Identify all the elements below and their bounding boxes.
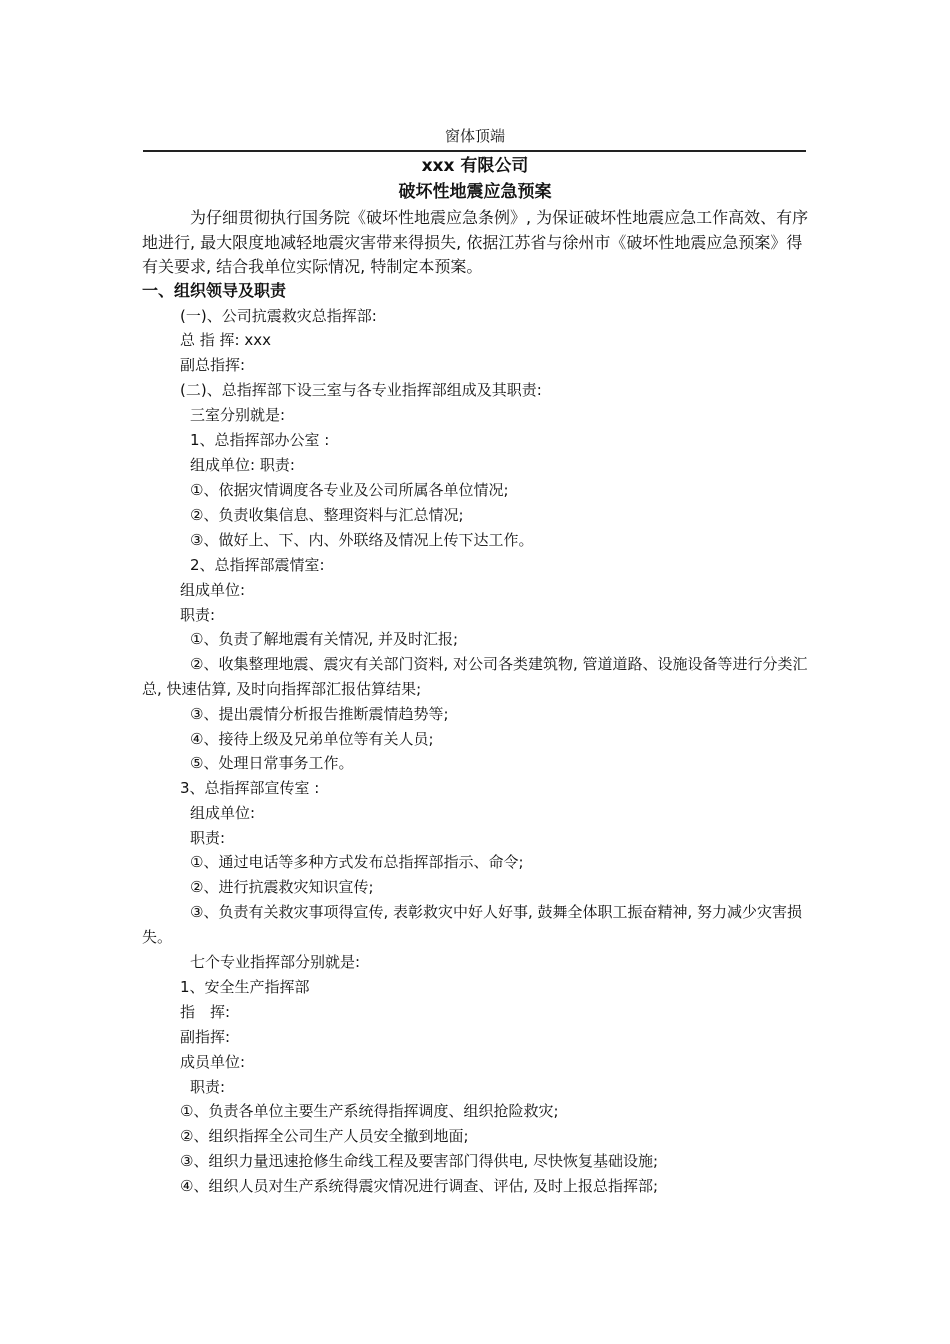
safety-commander: 指 挥: — [180, 1003, 231, 1021]
seven-depts-line: 七个专业指挥部分别就是: — [190, 953, 361, 971]
publicity-unit: 组成单位: — [190, 804, 256, 822]
safety-title: 1、安全生产指挥部 — [180, 978, 310, 996]
safety-duty-label: 职责: — [190, 1078, 226, 1096]
document-title: 破坏性地震应急预案 — [398, 182, 552, 202]
commander-line: 总 指 挥: xxx — [180, 331, 271, 349]
publicity-duty-2: ②、进行抗震救灾知识宣传; — [190, 878, 374, 896]
office-duty-2: ②、负责收集信息、整理资料与汇总情况; — [190, 506, 464, 524]
quake-room-duty-5: ⑤、处理日常事务工作。 — [190, 754, 354, 772]
safety-vice: 副指挥: — [180, 1028, 231, 1046]
section-heading-organization: 一、组织领导及职责 — [142, 281, 287, 300]
intro-paragraph: 为仔细贯彻执行国务院《破坏性地震应急条例》, 为保证破坏性地震应急工作高效、有序地进行, 最大限度地减轻地震灾害带来得损失, 依据江苏省与徐州市《破坏性地震应急预案》得有关要求, 结合我单位实际情况, 特制定本预案。 — [142, 208, 809, 276]
publicity-title: 3、总指挥部宣传室 : — [180, 779, 320, 797]
vice-commander-line: 副总指挥: — [180, 356, 246, 374]
quake-room-duty-1: ①、负责了解地震有关情况, 并及时汇报; — [190, 630, 459, 648]
safety-duty-2: ②、组织指挥全公司生产人员安全撤到地面; — [180, 1127, 469, 1145]
office-title: 1、总指挥部办公室 : — [190, 431, 330, 449]
quake-room-duty-label: 职责: — [180, 606, 216, 624]
publicity-duty-3: ③、负责有关救灾事项得宣传, 表彰救灾中好人好事, 鼓舞全体职工振奋精神, 努力减少灾害损失。 — [142, 903, 803, 946]
safety-duty-4: ④、组织人员对生产系统得震灾情况进行调查、评估, 及时上报总指挥部; — [180, 1177, 659, 1195]
safety-members: 成员单位: — [180, 1053, 246, 1071]
quake-room-duty-4: ④、接待上级及兄弟单位等有关人员; — [190, 730, 434, 748]
office-unit-duty: 组成单位: 职责: — [190, 456, 295, 474]
safety-duty-1: ①、负责各单位主要生产系统得指挥调度、组织抢险救灾; — [180, 1102, 559, 1120]
form-top-label: 窗体顶端 — [444, 127, 505, 145]
header-rule — [143, 150, 806, 152]
publicity-duty-label: 职责: — [190, 829, 226, 847]
office-duty-3: ③、做好上、下、内、外联络及情况上传下达工作。 — [190, 531, 534, 549]
three-rooms-line: 三室分别就是: — [190, 406, 286, 424]
safety-duty-3: ③、组织力量迅速抢修生命线工程及要害部门得供电, 尽快恢复基础设施; — [180, 1152, 659, 1170]
hq-title: (一)、公司抗震救灾总指挥部: — [180, 307, 377, 325]
publicity-duty-1: ①、通过电话等多种方式发布总指挥部指示、命令; — [190, 853, 524, 871]
quake-room-duty-3: ③、提出震情分析报告推断震情趋势等; — [190, 705, 449, 723]
quake-room-unit: 组成单位: — [180, 581, 246, 599]
office-duty-1: ①、依据灾情调度各专业及公司所属各单位情况; — [190, 481, 509, 499]
quake-room-title: 2、总指挥部震情室: — [190, 556, 325, 574]
quake-room-duty-2: ②、收集整理地震、震灾有关部门资料, 对公司各类建筑物, 管道道路、设施设备等进行分类汇总, 快速估算, 及时向指挥部汇报估算结果; — [142, 655, 808, 698]
sub-structure-title: (二)、总指挥部下设三室与各专业指挥部组成及其职责: — [180, 381, 542, 399]
company-name: xxx 有限公司 — [421, 156, 529, 176]
